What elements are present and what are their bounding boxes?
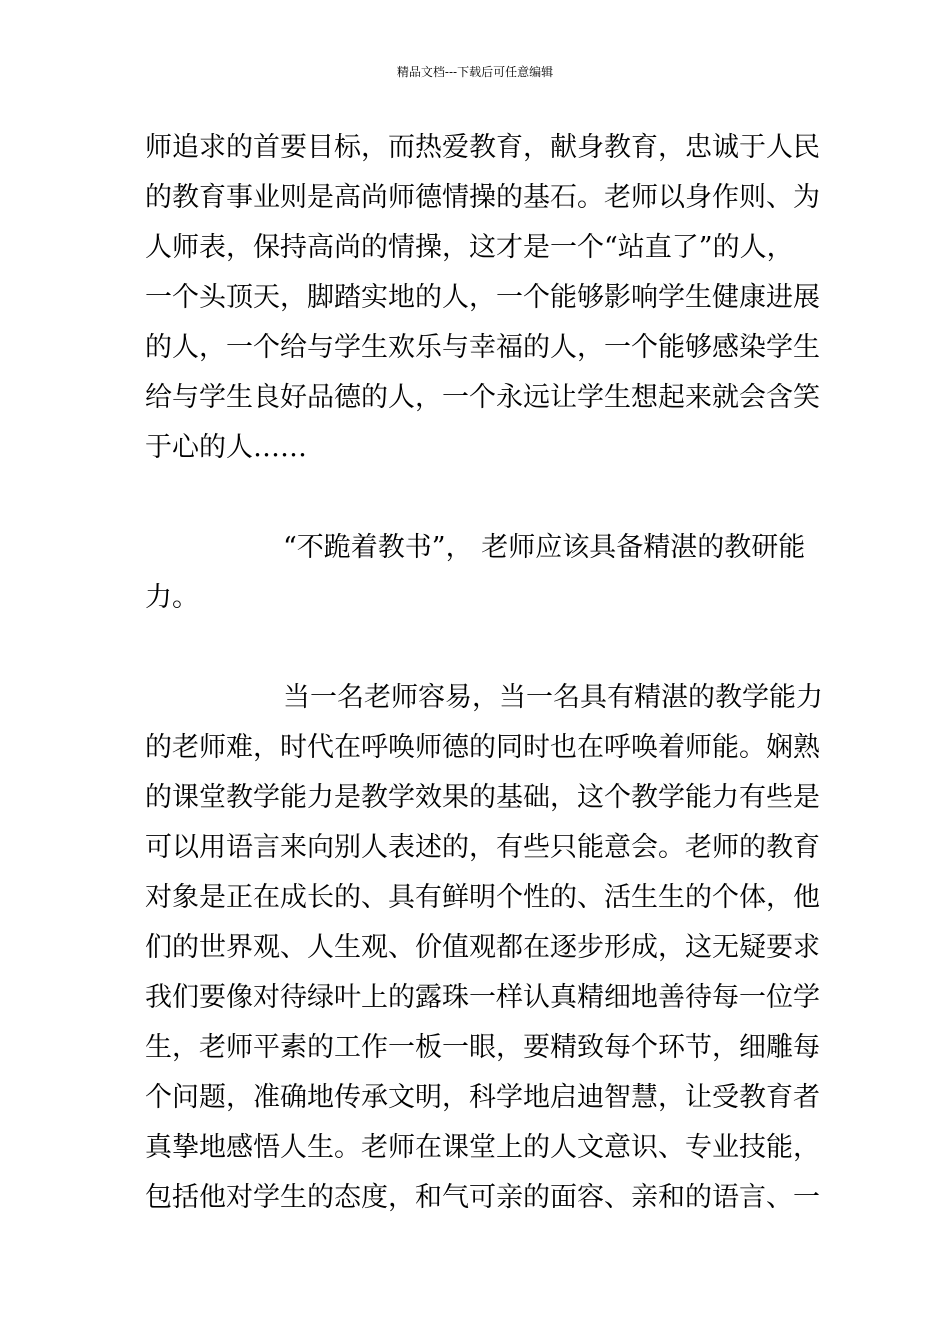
text-line: 的教育事业则是高尚师德情操的基石。老师以身作则、为 [145, 182, 820, 213]
text-line: 的课堂教学能力是教学效果的基础，这个教学能力有些是 [145, 782, 820, 813]
text-line: 可以用语言来向别人表述的，有些只能意会。老师的教育 [145, 832, 820, 863]
text-line: “不跪着教书”， 老师应该具备精湛的教研能 [283, 532, 806, 563]
text-line: 力。 [145, 582, 199, 613]
text-line: 人师表，保持高尚的情操，这才是一个“站直了”的人， [145, 232, 794, 263]
text-line: 师追求的首要目标，而热爱教育，献身教育，忠诚于人民 [145, 132, 820, 163]
text-line: 个问题，准确地传承文明，科学地启迪智慧，让受教育者 [145, 1082, 820, 1113]
text-line: 当一名老师容易，当一名具有精湛的教学能力 [283, 682, 823, 713]
text-line: 真挚地感悟人生。老师在课堂上的人文意识、专业技能， [145, 1132, 820, 1163]
text-line: 给与学生良好品德的人，一个永远让学生想起来就会含笑 [145, 382, 820, 413]
text-line: 的人，一个给与学生欢乐与幸福的人，一个能够感染学生 [145, 332, 820, 363]
text-line: 们的世界观、人生观、价值观都在逐步形成，这无疑要求 [145, 932, 820, 963]
text-line: 的老师难，时代在呼唤师德的同时也在呼唤着师能。娴熟 [145, 732, 820, 763]
text-line: 于心的人…… [145, 432, 307, 463]
text-line: 包括他对学生的态度，和气可亲的面容、亲和的语言、一 [145, 1182, 820, 1213]
page-header: 精品文档---下载后可任意编辑 [396, 65, 554, 79]
text-line: 生，老师平素的工作一板一眼，要精致每个环节，细雕每 [145, 1032, 820, 1063]
text-line: 对象是正在成长的、具有鲜明个性的、活生生的个体，他 [145, 882, 820, 913]
text-line: 我们要像对待绿叶上的露珠一样认真精细地善待每一位学 [145, 982, 820, 1013]
text-line: 一个头顶天，脚踏实地的人，一个能够影响学生健康进展 [145, 282, 820, 313]
